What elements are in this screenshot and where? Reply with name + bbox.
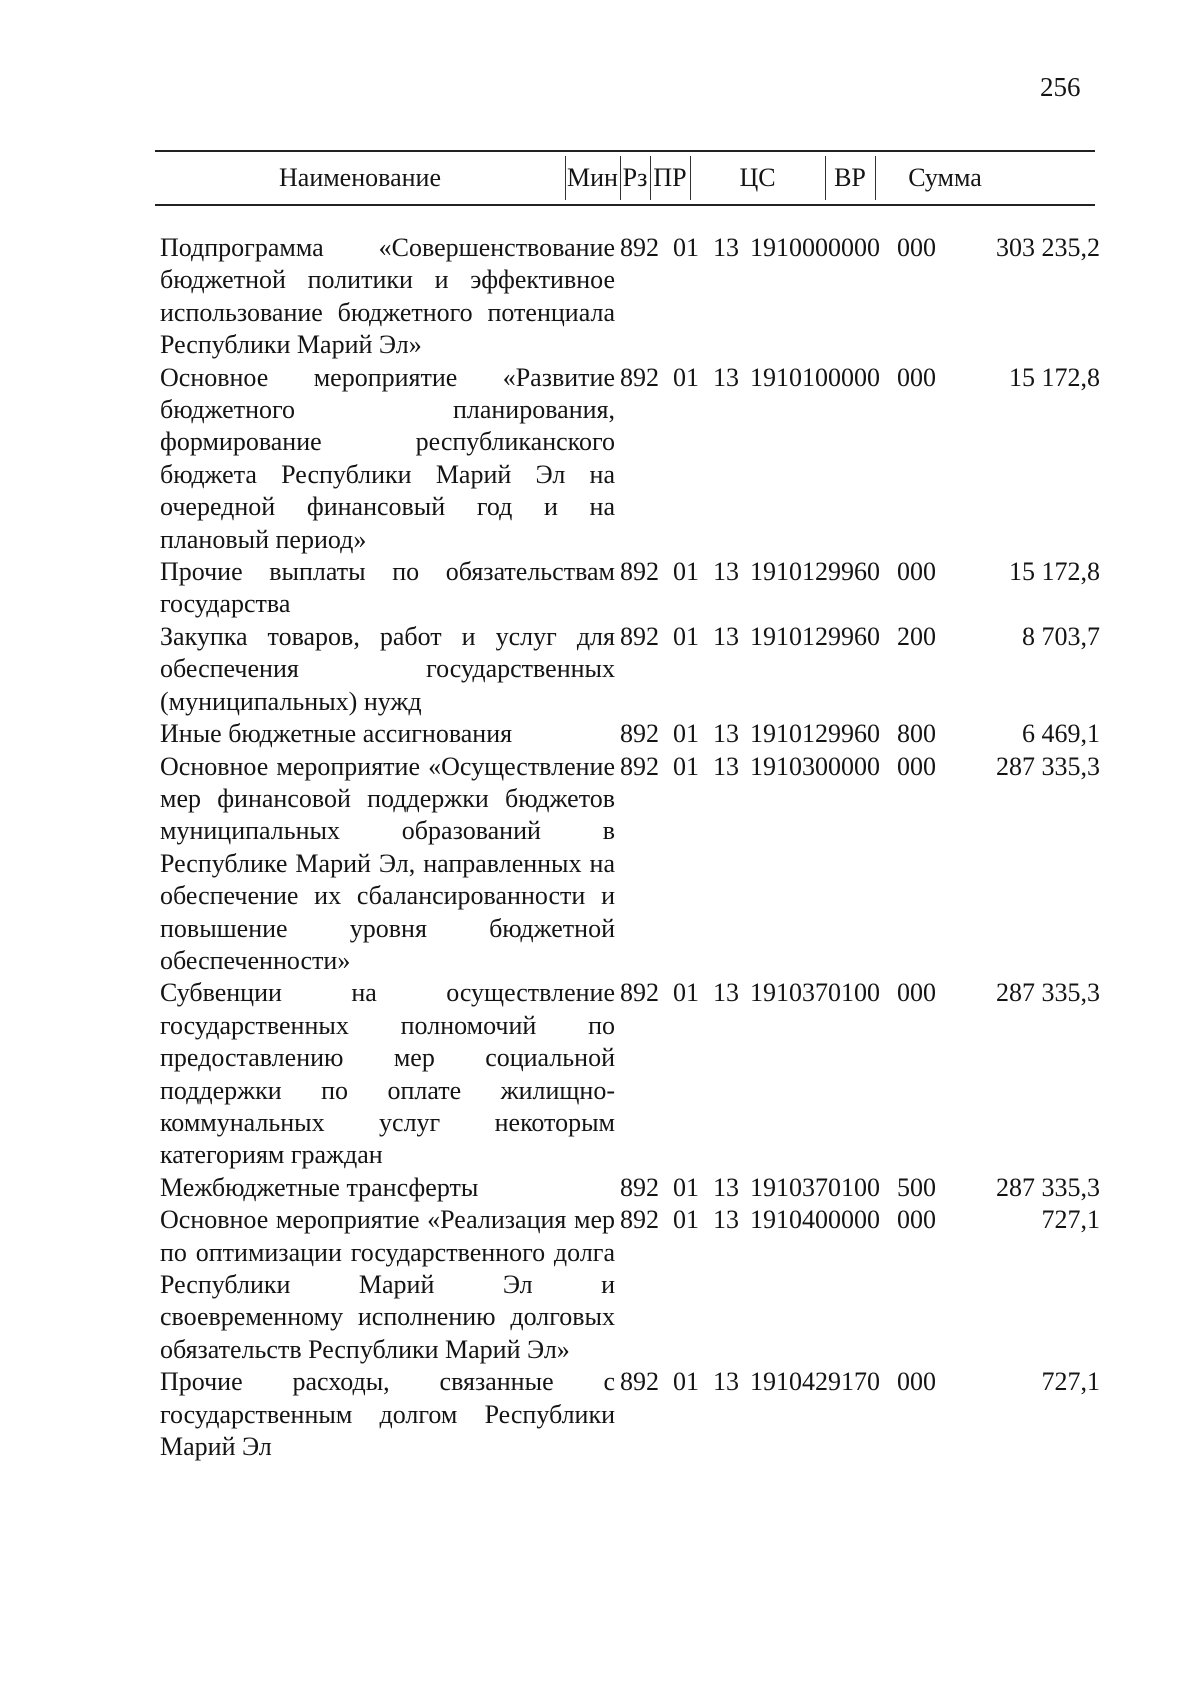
- row-pr: 13: [713, 978, 739, 1008]
- row-rz: 01: [673, 621, 699, 651]
- table-header: [155, 150, 1095, 206]
- row-sum: 8 703,7: [1022, 621, 1100, 651]
- row-rz: 01: [673, 557, 699, 587]
- header-name: Наименование: [279, 163, 441, 192]
- header-vr: ВР: [834, 163, 866, 192]
- row-sum: 15 172,8: [1009, 557, 1100, 587]
- row-name: Основное мероприятие «Реализация мер по оптимизации государственного долга Республики Марий Эл и своевременному исполнению долговых обязательств Республики Марий Эл»: [160, 1205, 615, 1364]
- row-name: Закупка товаров, работ и услуг для обеспечения государственных (муниципальных) нужд: [160, 621, 615, 716]
- row-rz: 01: [673, 1172, 699, 1202]
- row-vr: 000: [897, 751, 936, 781]
- row-pr: 13: [713, 621, 739, 651]
- row-sum: 287 335,3: [996, 978, 1100, 1008]
- row-min: 892: [620, 233, 659, 262]
- row-pr: 13: [713, 719, 739, 749]
- row-sum: 727,1: [1041, 1205, 1100, 1235]
- row-sum: 727,1: [1041, 1367, 1100, 1397]
- row-min: 892: [620, 751, 659, 781]
- row-vr: 000: [897, 1205, 936, 1235]
- row-min: 892: [620, 1205, 659, 1235]
- table-row: [0, 1366, 1200, 1463]
- row-pr: 13: [713, 362, 739, 392]
- row-name: Основное мероприятие «Осуществление мер финансовой поддержки бюджетов муниципальных образований в Республике Марий Эл, направленных на обеспечение их сбалансированности и повышение уровня бюджетной обеспеченности»: [160, 751, 615, 975]
- row-cs: 1910400000: [750, 1205, 880, 1235]
- row-rz: 01: [673, 751, 699, 781]
- table-row: [0, 362, 1200, 556]
- row-cs: 1910370100: [750, 1172, 880, 1202]
- row-sum: 287 335,3: [996, 751, 1100, 781]
- header-cs: ЦС: [739, 163, 776, 192]
- row-rz: 01: [673, 719, 699, 749]
- row-sum: 15 172,8: [1009, 362, 1100, 392]
- row-cs: 1910429170: [750, 1367, 880, 1397]
- table-row: [0, 1204, 1200, 1366]
- row-name: Прочие расходы, связанные с государственным долгом Республики Марий Эл: [160, 1367, 615, 1462]
- header-min: Мин: [567, 163, 618, 192]
- row-cs: 1910129960: [750, 719, 880, 749]
- row-min: 892: [620, 621, 659, 651]
- row-name: Субвенции на осуществление государственных полномочий по предоставлению мер социальной поддержки по оплате жилищно-коммунальных услуг некоторым категориям граждан: [160, 978, 615, 1170]
- row-rz: 01: [673, 978, 699, 1008]
- row-cs: 1910300000: [750, 751, 880, 781]
- row-name: Прочие выплаты по обязательствам государства: [160, 557, 615, 619]
- row-cs: 1910100000: [750, 362, 880, 392]
- row-sum: 287 335,3: [996, 1172, 1100, 1202]
- page-number: 256: [1040, 72, 1081, 102]
- row-name: Межбюджетные трансферты: [160, 1172, 479, 1202]
- table-body: [0, 232, 1200, 1463]
- row-sum: 6 469,1: [1022, 719, 1100, 749]
- row-rz: 01: [673, 233, 699, 262]
- row-pr: 13: [713, 557, 739, 587]
- row-min: 892: [620, 978, 659, 1008]
- row-vr: 800: [897, 719, 936, 749]
- header-rz: Рз: [622, 163, 648, 192]
- row-min: 892: [620, 1367, 659, 1397]
- row-vr: 000: [897, 233, 936, 262]
- row-name: Подпрограмма «Совершенствование бюджетной политики и эффективное использование бюджетного потенциала Республики Марий Эл»: [160, 233, 615, 360]
- row-cs: 1910000000: [750, 233, 880, 262]
- row-min: 892: [620, 362, 659, 392]
- row-pr: 13: [713, 233, 739, 262]
- row-vr: 000: [897, 362, 936, 392]
- row-cs: 1910129960: [750, 621, 880, 651]
- row-vr: 000: [897, 557, 936, 587]
- row-pr: 13: [713, 1367, 739, 1397]
- table-row: [0, 621, 1200, 718]
- table-row: [0, 977, 1200, 1171]
- header-pr: ПР: [653, 163, 687, 192]
- row-pr: 13: [713, 1172, 739, 1202]
- row-cs: 1910370100: [750, 978, 880, 1008]
- row-pr: 13: [713, 1205, 739, 1235]
- table-row: [0, 718, 1200, 750]
- row-cs: 1910129960: [750, 557, 880, 587]
- row-pr: 13: [713, 751, 739, 781]
- row-vr: 500: [897, 1172, 936, 1202]
- header-sum: Сумма: [908, 163, 982, 192]
- table-row: [0, 556, 1200, 621]
- row-vr: 200: [897, 621, 936, 651]
- row-rz: 01: [673, 1367, 699, 1397]
- row-rz: 01: [673, 1205, 699, 1235]
- row-vr: 000: [897, 1367, 936, 1397]
- row-min: 892: [620, 1172, 659, 1202]
- row-name: Основное мероприятие «Развитие бюджетного планирования, формирование республиканского бюджета Республики Марий Эл на очередной финансовый год и на плановый период»: [160, 362, 615, 554]
- row-name: Иные бюджетные ассигнования: [160, 719, 513, 749]
- table-row: [0, 1172, 1200, 1204]
- table-row: [0, 232, 1200, 362]
- row-rz: 01: [673, 362, 699, 392]
- row-vr: 000: [897, 978, 936, 1008]
- row-min: 892: [620, 557, 659, 587]
- row-min: 892: [620, 719, 659, 749]
- row-sum: 303 235,2: [996, 233, 1100, 262]
- table-row: [0, 751, 1200, 978]
